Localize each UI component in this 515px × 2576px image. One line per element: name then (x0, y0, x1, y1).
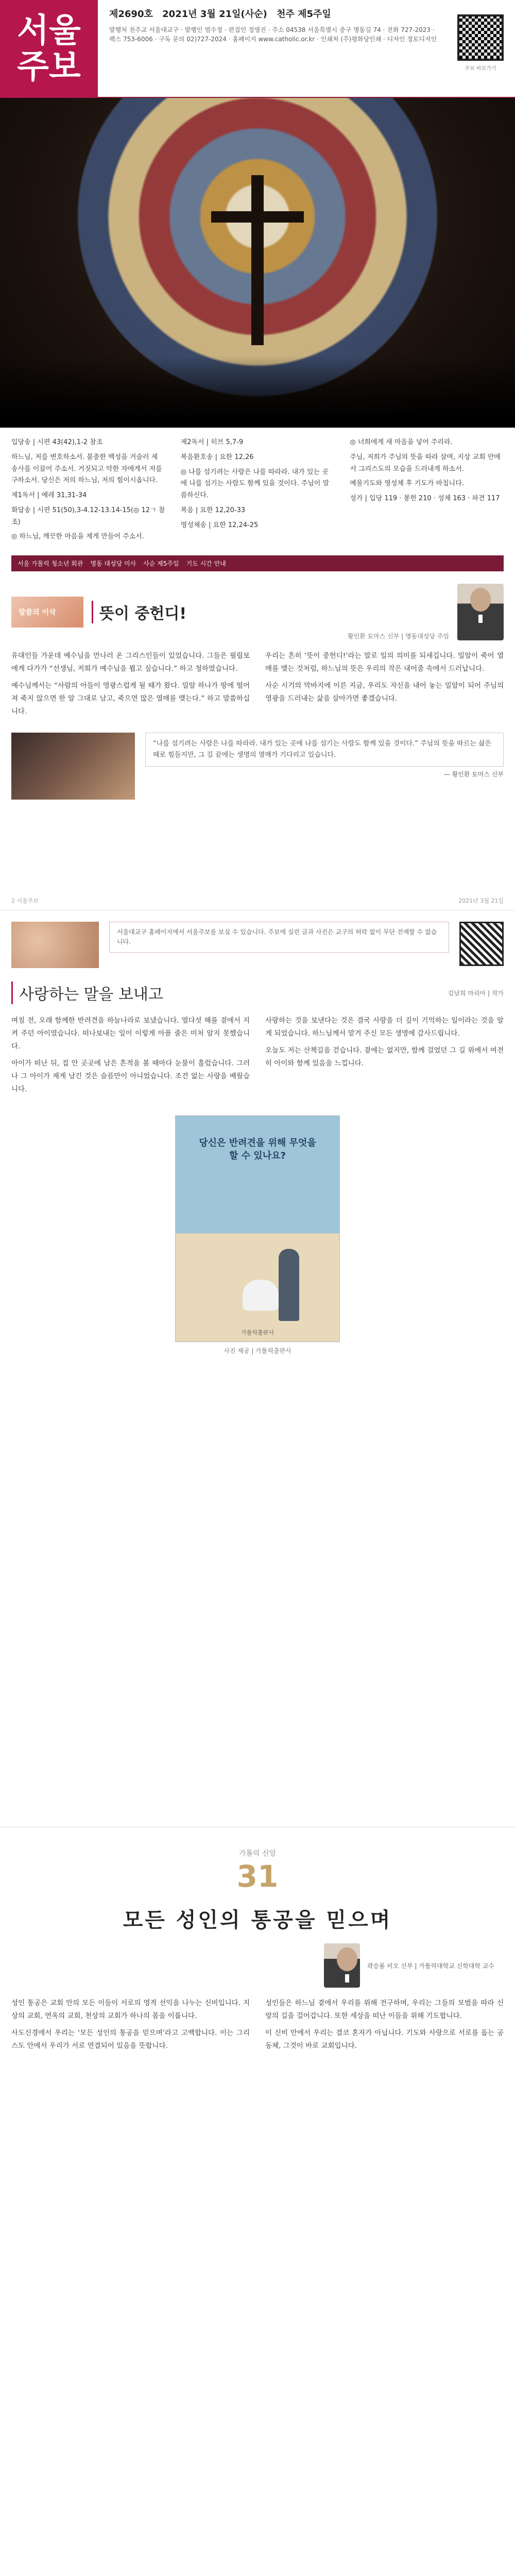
author-portrait (324, 1943, 360, 1988)
article-body (0, 1004, 515, 1100)
publisher-meta: 발행처 천주교 서울대교구 · 발행인 염수정 · 편집인 정영진 · 주소 04538 서울특별시 중구 명동길 74 · 전화 727-2023 · 팩스 753-6006 · 구독 문의 02)727-2024 · 홈페이지 www.catholic.or.kr · 인쇄처 (주)평화당인쇄 · 디자인 정토디자인 (109, 26, 437, 43)
liturgy-note-3: 예물기도와 영성체 후 기도가 바칩니다. (350, 480, 464, 488)
issue-info (109, 7, 504, 21)
footer-page-label: 2 서울주보 (11, 897, 39, 904)
logo-line-2: 주보 (17, 48, 81, 86)
article-col-2 (265, 1014, 504, 1100)
logo (0, 0, 98, 98)
dog-illustration (243, 1280, 279, 1311)
article-col-1 (11, 650, 250, 722)
article-col-2 (265, 650, 504, 722)
liturgy-col-2 (181, 437, 335, 546)
byline: 곽승룡 비오 신부 | 가톨릭대학교 신학대학 교수 (367, 1962, 494, 1970)
paragraph: 사순 시기의 막바지에 이른 지금, 우리도 자신을 내어 놓는 밀알이 되어 주님의 영광을 드러내는 삶을 살아가면 좋겠습니다. (265, 681, 504, 703)
masthead-info (98, 0, 515, 97)
logo-line-1: 서울 (17, 11, 81, 50)
paragraph: 며칠 전, 오래 함께한 반려견을 하늘나라로 보냈습니다. 열다섯 해를 곁에서 지켜 주던 아이였습니다. 떠나보내는 일이 이렇게 아플 줄은 미처 알지 못했습니다. (11, 1016, 250, 1050)
article-col-2 (265, 1997, 504, 2057)
article-header (11, 584, 504, 640)
qr-code-icon[interactable] (457, 14, 504, 61)
series-label: 가톨릭 신앙 (238, 1850, 277, 1858)
second-reading: 제2독서 | 히브 5,7-9 (180, 438, 244, 446)
person-illustration (279, 1249, 299, 1321)
quote-photo (11, 733, 135, 800)
author-portrait (457, 584, 504, 640)
page-2-header (0, 910, 515, 968)
gospel: 복음 | 요한 12,20-33 (180, 506, 246, 514)
quote-content (145, 733, 504, 778)
series-badge (219, 1848, 296, 1894)
liturgy-columns (0, 428, 515, 546)
article-title: 모든 성인의 통공을 믿으며 (123, 1908, 392, 1932)
paragraph: 이 신비 안에서 우리는 결코 혼자가 아닙니다. 기도와 사랑으로 서로를 돕는 공동체, 그것이 바로 교회입니다. (265, 2028, 504, 2050)
cover-shadow (0, 355, 515, 428)
hymn-list: 성가 | 입당 119 · 봉헌 210 · 성체 163 · 파견 117 (350, 495, 500, 502)
quote-box (11, 733, 504, 800)
book-cover (175, 1115, 340, 1342)
paragraph: 사랑하는 것을 보낸다는 것은 결국 사랑을 더 깊이 기억하는 일이라는 것을 알게 되었습니다. 하느님께서 맡겨 주신 모든 생명에 감사드립니다. (265, 1016, 504, 1038)
byline: 황인환 토마스 신부 | 명동대성당 주임 (348, 633, 449, 640)
notice-item[interactable]: 명동 대성당 미사 (90, 560, 136, 567)
notice-bar (11, 555, 504, 571)
psalm-response: ◎ 하느님, 깨끗한 마음을 제게 만들어 주소서. (11, 533, 144, 541)
psalm: 화답송 | 시편 51(50),3-4.12-13.14-15(◎ 12ㄱ 참조) (11, 506, 165, 526)
notice-item[interactable]: 서울 가톨릭 청소년 회관 (18, 560, 83, 567)
page-footer (11, 896, 504, 905)
page-2 (0, 910, 515, 1827)
quote-signature: — 황인환 토마스 신부 (443, 771, 504, 778)
qr-label: 주보 바로가기 (465, 66, 496, 72)
article-col-1 (11, 1014, 250, 1100)
issue-number: 제2690호 (109, 9, 153, 20)
paragraph: 우리는 흔히 ‘뜻이 중헌디!’라는 말로 일의 의미를 되새깁니다. 밀알이 죽어 열매를 맺는 것처럼, 하느님의 뜻은 우리의 작은 내어줌 속에서 드러납니다. (265, 652, 504, 673)
paragraph: 오늘도 저는 산책길을 걷습니다. 곁에는 없지만, 함께 걸었던 그 길 위에서 여전히 아이와 함께 있음을 느낍니다. (265, 1046, 504, 1067)
paragraph: 유대인들 가운데 예수님을 만나러 온 그리스인들이 있었습니다. 그들은 필립보에게 다가가 “선생님, 저희가 예수님을 뵙고 싶습니다.” 하고 청하였습니다. (11, 652, 250, 673)
acclamation-text: ◎ 나를 섬기려는 사람은 나를 따라라. 내가 있는 곳에 나를 섬기는 사람도 함께 있을 것이다. 주님이 말씀하신다. (180, 468, 330, 499)
paragraph: 예수님께서는 “사람의 아들이 영광스럽게 될 때가 왔다. 밀알 하나가 땅에 떨어져 죽지 않으면 한 알 그대로 남고, 죽으면 많은 열매를 맺는다.” 하고 말씀하십니다. (11, 681, 250, 716)
series-number: 31 (236, 1859, 279, 1894)
cross-vertical (251, 175, 264, 345)
qr-code-icon[interactable] (459, 922, 504, 966)
book-publisher: 가톨릭출판사 (241, 1329, 274, 1336)
cover-photo (0, 98, 515, 428)
paragraph: 아이가 떠난 뒤, 집 안 곳곳에 남은 흔적을 볼 때마다 눈물이 흘렀습니다. 그러나 그 아이가 제게 남긴 것은 슬픔만이 아니었습니다. 조건 없는 사랑을 배웠습니다. (11, 1059, 250, 1093)
article-body (0, 1988, 515, 2057)
section-tag-label: 말씀의 이삭 (19, 608, 56, 617)
article-col-1 (11, 1997, 250, 2057)
footer-date: 2021년 3월 21일 (458, 897, 504, 904)
book-caption: 사진 제공 | 가톨릭출판사 (224, 1347, 291, 1354)
masthead (0, 0, 515, 98)
byline-row (21, 1943, 494, 1988)
book-title: 당신은 반려견을 위해 무엇을 할 수 있나요? (199, 1137, 316, 1161)
notice-item[interactable]: 기도 시간 안내 (186, 560, 226, 567)
section-tag (11, 597, 83, 628)
quote-text: “나를 섬기려는 사람은 나를 따라라. 내가 있는 곳에 나를 섬기는 사람도 함께 있을 것이다.” 주님의 뜻을 따르는 삶은 때로 힘들지만, 그 길 끝에는 생명의 열매가 기다리고 있습니다. (145, 733, 504, 767)
liturgy-note-1: ◎ 너희에게 새 마음을 넣어 주리라. (350, 438, 453, 446)
byline: 김남희 마리아 | 작가 (448, 989, 504, 997)
liturgy-col-3 (350, 437, 504, 546)
cross-horizontal (211, 211, 304, 223)
article-title: 사랑하는 말을 보내고 (11, 981, 163, 1004)
header-illustration (11, 922, 99, 968)
issue-sunday: 천주 제5주일 (277, 9, 331, 20)
liturgy-note-2: 주님, 저희가 주님의 뜻을 따라 살며, 지상 교회 안에서 그리스도의 모습을 드러내게 하소서. (350, 453, 501, 473)
gospel-acclamation: 복음환호송 | 요한 12,26 (180, 453, 254, 461)
paragraph: 성인들은 하느님 곁에서 우리를 위해 전구하며, 우리는 그들의 모범을 따라 신앙의 길을 걸어갑니다. 또한 세상을 떠난 이들을 위해 기도합니다. (265, 1999, 504, 2020)
paragraph: 성인 통공은 교회 안의 모든 이들이 서로의 영적 선익을 나누는 신비입니다. 지상의 교회, 연옥의 교회, 천상의 교회가 하나의 몸을 이룹니다. (11, 1999, 250, 2020)
issue-date: 2021년 3월 21일(사순) (162, 9, 267, 20)
antiphon-text: 하느님, 저를 변호하소서. 불충한 백성을 거슬러 제 송사를 이끌어 주소서. 거짓되고 악한 자에게서 저를 구하소서. 당신은 저의 하느님, 저의 힘이시옵니다. (11, 453, 162, 485)
entrance-antiphon: 입당송 | 시편 43(42),1-2 참조 (11, 438, 103, 446)
article-header (11, 981, 504, 1004)
page-3 (0, 1827, 515, 2576)
communion-antiphon: 영성체송 | 요한 12,24-25 (180, 521, 259, 529)
page-1 (0, 0, 515, 910)
liturgy-col-1 (11, 437, 165, 546)
notice-item[interactable]: 사순 제5주일 (143, 560, 179, 567)
article-body (0, 640, 515, 722)
info-box: 서울대교구 홈페이지에서 서울주보를 보실 수 있습니다. 주보에 실린 글과 사진은 교구의 허락 없이 무단 전재할 수 없습니다. (109, 922, 449, 953)
paragraph: 사도신경에서 우리는 ‘모든 성인의 통공을 믿으며’라고 고백합니다. 이는 그리스도 안에서 우리가 서로 연결되어 있음을 뜻합니다. (11, 2028, 250, 2050)
article-title: 뜻이 중헌디! (92, 601, 186, 623)
first-reading: 제1독서 | 예레 31,31-34 (11, 492, 87, 499)
